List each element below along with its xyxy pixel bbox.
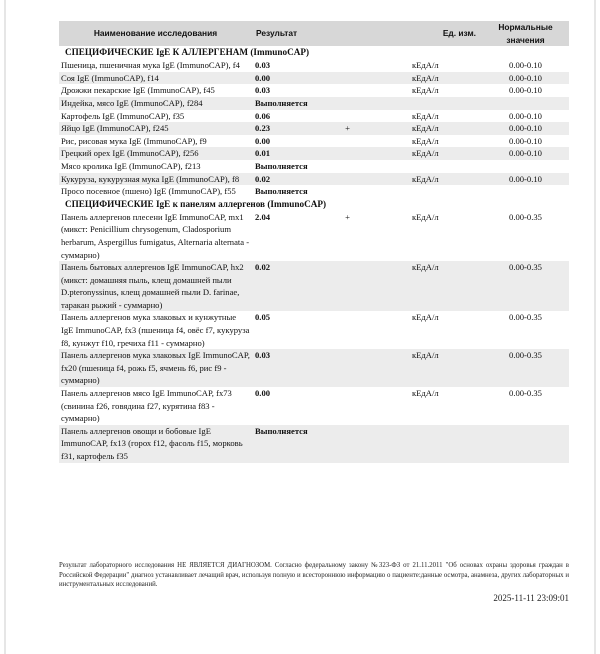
result-unit bbox=[409, 97, 482, 110]
results-table bbox=[59, 21, 569, 463]
test-name: Яйцо IgE (ImmunoCAP), f245 bbox=[59, 122, 252, 135]
page-edge-left bbox=[4, 0, 6, 654]
result-flag bbox=[314, 110, 409, 123]
result-flag bbox=[314, 84, 409, 97]
result-unit: кЕдА/л bbox=[412, 312, 439, 323]
column-header-flag bbox=[314, 21, 409, 46]
result-flag bbox=[314, 97, 409, 110]
result-unit: кЕдА/л bbox=[412, 388, 439, 399]
test-name: Панель бытовых аллергенов IgE ImmunoCAP, hx2 (микст: домашняя пыль, клещ домашней пыли D.pteronyssinus, клещ домашней пыли D. farinae, таракан рыжий - суммарно) bbox=[59, 261, 252, 311]
reference-range: 0.00-0.35 bbox=[509, 388, 542, 399]
result-unit: кЕдА/л bbox=[412, 135, 439, 146]
table-row bbox=[59, 160, 569, 173]
reference-range: 0.00-0.10 bbox=[509, 60, 542, 71]
reference-range: 0.00-0.35 bbox=[509, 211, 542, 222]
result-flag bbox=[314, 387, 409, 425]
test-result: 0.03 bbox=[255, 60, 271, 71]
reference-range: 0.00-0.10 bbox=[509, 110, 542, 121]
test-name: Панель аллергенов овощи и бобовые IgE ImmunoCAP, fx13 (горох f12, фасоль f15, морковь f31, картофель f35 bbox=[59, 425, 252, 463]
test-result: 0.06 bbox=[255, 110, 271, 121]
table-row bbox=[59, 261, 569, 311]
page-edge-right bbox=[594, 0, 596, 654]
result-flag: + bbox=[314, 122, 409, 135]
test-name: Пшеница, пшеничная мука IgE (ImmunoCAP), f4 bbox=[61, 60, 240, 71]
table-row bbox=[59, 59, 569, 72]
report-timestamp: 2025-11-11 23:09:01 bbox=[493, 593, 569, 603]
test-result: 0.02 bbox=[252, 173, 314, 186]
result-flag bbox=[314, 173, 409, 186]
table-header-row bbox=[59, 21, 569, 46]
result-unit bbox=[409, 185, 482, 198]
result-unit: кЕдА/л bbox=[412, 110, 439, 121]
test-name: Индейка, мясо IgE (ImmunoCAP), f284 bbox=[59, 97, 252, 110]
result-unit: кЕдА/л bbox=[409, 122, 482, 135]
test-result: 0.03 bbox=[255, 85, 271, 96]
reference-range: 0.00-0.10 bbox=[509, 135, 542, 146]
lab-report bbox=[59, 21, 569, 463]
result-flag: + bbox=[345, 211, 350, 222]
reference-range: 0.00-0.10 bbox=[509, 85, 542, 96]
table-row bbox=[59, 349, 569, 387]
disclaimer-footnote: Результат лабораторного исследования НЕ ЯВЛЯЕТСЯ ДИАГНОЗОМ. Согласно федеральному закону №323-ФЗ от 21.11.2011 "Об основах охраны здоровья граждан в Российской Федерации" диагноз устанавливает лечащий врач, используя полную и всестороннюю информацию о пациенте:данные осмотра, анамнеза, других лабораторных и инструментальных исследований. bbox=[59, 562, 569, 589]
section-title: СПЕЦИФИЧЕСКИЕ IgE К АЛЛЕРГЕНАМ (ImmunoCAP) bbox=[59, 46, 569, 59]
table-row bbox=[59, 72, 569, 85]
test-name: Панель аллергенов мясо IgE ImmunoCAP, fx73 (свинина f26, говядина f27, курятина f83 - суммарно) bbox=[61, 388, 232, 424]
section-title: СПЕЦИФИЧЕСКИЕ IgE к панелям аллергенов (ImmunoCAP) bbox=[59, 198, 569, 211]
section-header bbox=[59, 46, 569, 59]
table-row bbox=[59, 97, 569, 110]
reference-range: 0.00-0.35 bbox=[482, 261, 569, 311]
result-flag bbox=[314, 59, 409, 72]
column-header-norm: Нормальные значения bbox=[482, 21, 569, 46]
table-row bbox=[59, 185, 569, 198]
test-result: 0.00 bbox=[255, 135, 271, 146]
table-row bbox=[59, 135, 569, 148]
test-name: Панель аллергенов мука злаковых IgE ImmunoCAP, fx20 (пшеница f4, рожь f5, ячмень f6, рис f9 - суммарно) bbox=[59, 349, 252, 387]
table-row bbox=[59, 110, 569, 123]
result-unit bbox=[409, 160, 482, 173]
test-result: 0.01 bbox=[252, 147, 314, 160]
reference-range bbox=[482, 97, 569, 110]
section-header bbox=[59, 198, 569, 211]
test-result: 0.03 bbox=[252, 349, 314, 387]
table-row bbox=[59, 147, 569, 160]
test-result: 2.04 bbox=[255, 211, 271, 222]
table-row bbox=[59, 211, 569, 261]
result-unit: кЕдА/л bbox=[409, 147, 482, 160]
result-unit: кЕдА/л bbox=[412, 211, 439, 222]
column-header-unit: Ед. изм. bbox=[409, 21, 482, 46]
results-body bbox=[59, 46, 569, 462]
result-flag bbox=[314, 147, 409, 160]
result-flag bbox=[314, 185, 409, 198]
test-result: Выполняется bbox=[255, 186, 308, 197]
table-row bbox=[59, 387, 569, 425]
column-header-result: Результат bbox=[252, 21, 314, 46]
test-name: Соя IgE (ImmunoCAP), f14 bbox=[59, 72, 252, 85]
reference-range: 0.00-0.10 bbox=[482, 147, 569, 160]
table-row bbox=[59, 425, 569, 463]
table-row bbox=[59, 173, 569, 186]
result-flag bbox=[314, 311, 409, 349]
result-unit: кЕдА/л bbox=[412, 85, 439, 96]
test-name: Грецкий орех IgE (ImmunoCAP), f256 bbox=[59, 147, 252, 160]
test-result: 0.00 bbox=[252, 72, 314, 85]
test-name: Панель аллергенов мука злаковых и кунжутные IgE ImmunoCAP, fx3 (пшеница f4, овёс f7, кукуруза f8, кунжут f10, гречиха f11 - суммарно) bbox=[61, 312, 250, 348]
reference-range: 0.00-0.10 bbox=[482, 173, 569, 186]
table-row bbox=[59, 84, 569, 97]
test-result: 0.00 bbox=[255, 388, 271, 399]
reference-range bbox=[482, 425, 569, 463]
result-unit: кЕдА/л bbox=[412, 60, 439, 71]
result-unit: кЕдА/л bbox=[409, 173, 482, 186]
test-result: 0.02 bbox=[252, 261, 314, 311]
table-row bbox=[59, 311, 569, 349]
test-result: 0.23 bbox=[252, 122, 314, 135]
test-name: Дрожжи пекарские IgE (ImmunoCAP), f45 bbox=[61, 85, 215, 96]
reference-range bbox=[482, 185, 569, 198]
test-name: Панель аллергенов плесени IgE ImmunoCAP, mx1 (микст: Penicillium chrysogenum, Cladosporium herbarum, Aspergillus fumigatus, Alternaria alternata - суммарно) bbox=[61, 211, 250, 260]
result-flag bbox=[314, 72, 409, 85]
test-name: Просо посевное (пшено) IgE (ImmunoCAP), f55 bbox=[61, 186, 236, 197]
test-result: Выполняется bbox=[252, 97, 314, 110]
test-result: Выполняется bbox=[255, 160, 308, 171]
test-name: Картофель IgE (ImmunoCAP), f35 bbox=[61, 110, 185, 121]
test-result: 0.05 bbox=[255, 312, 271, 323]
reference-range: 0.00-0.10 bbox=[482, 72, 569, 85]
test-result: Выполняется bbox=[252, 425, 314, 463]
result-unit bbox=[409, 425, 482, 463]
table-row bbox=[59, 122, 569, 135]
reference-range: 0.00-0.35 bbox=[509, 312, 542, 323]
test-name: Мясо кролика IgE (ImmunoCAP), f213 bbox=[61, 160, 201, 171]
column-header-name: Наименование исследования bbox=[59, 21, 252, 46]
result-flag bbox=[314, 135, 409, 148]
result-unit: кЕдА/л bbox=[409, 72, 482, 85]
test-name: Рис, рисовая мука IgE (ImmunoCAP), f9 bbox=[61, 135, 207, 146]
test-name: Кукуруза, кукурузная мука IgE (ImmunoCAP), f8 bbox=[59, 173, 252, 186]
result-unit: кЕдА/л bbox=[409, 261, 482, 311]
result-flag bbox=[314, 349, 409, 387]
reference-range bbox=[482, 160, 569, 173]
reference-range: 0.00-0.35 bbox=[482, 349, 569, 387]
result-unit: кЕдА/л bbox=[409, 349, 482, 387]
reference-range: 0.00-0.10 bbox=[482, 122, 569, 135]
result-flag bbox=[314, 261, 409, 311]
result-flag bbox=[314, 160, 409, 173]
result-flag bbox=[314, 425, 409, 463]
